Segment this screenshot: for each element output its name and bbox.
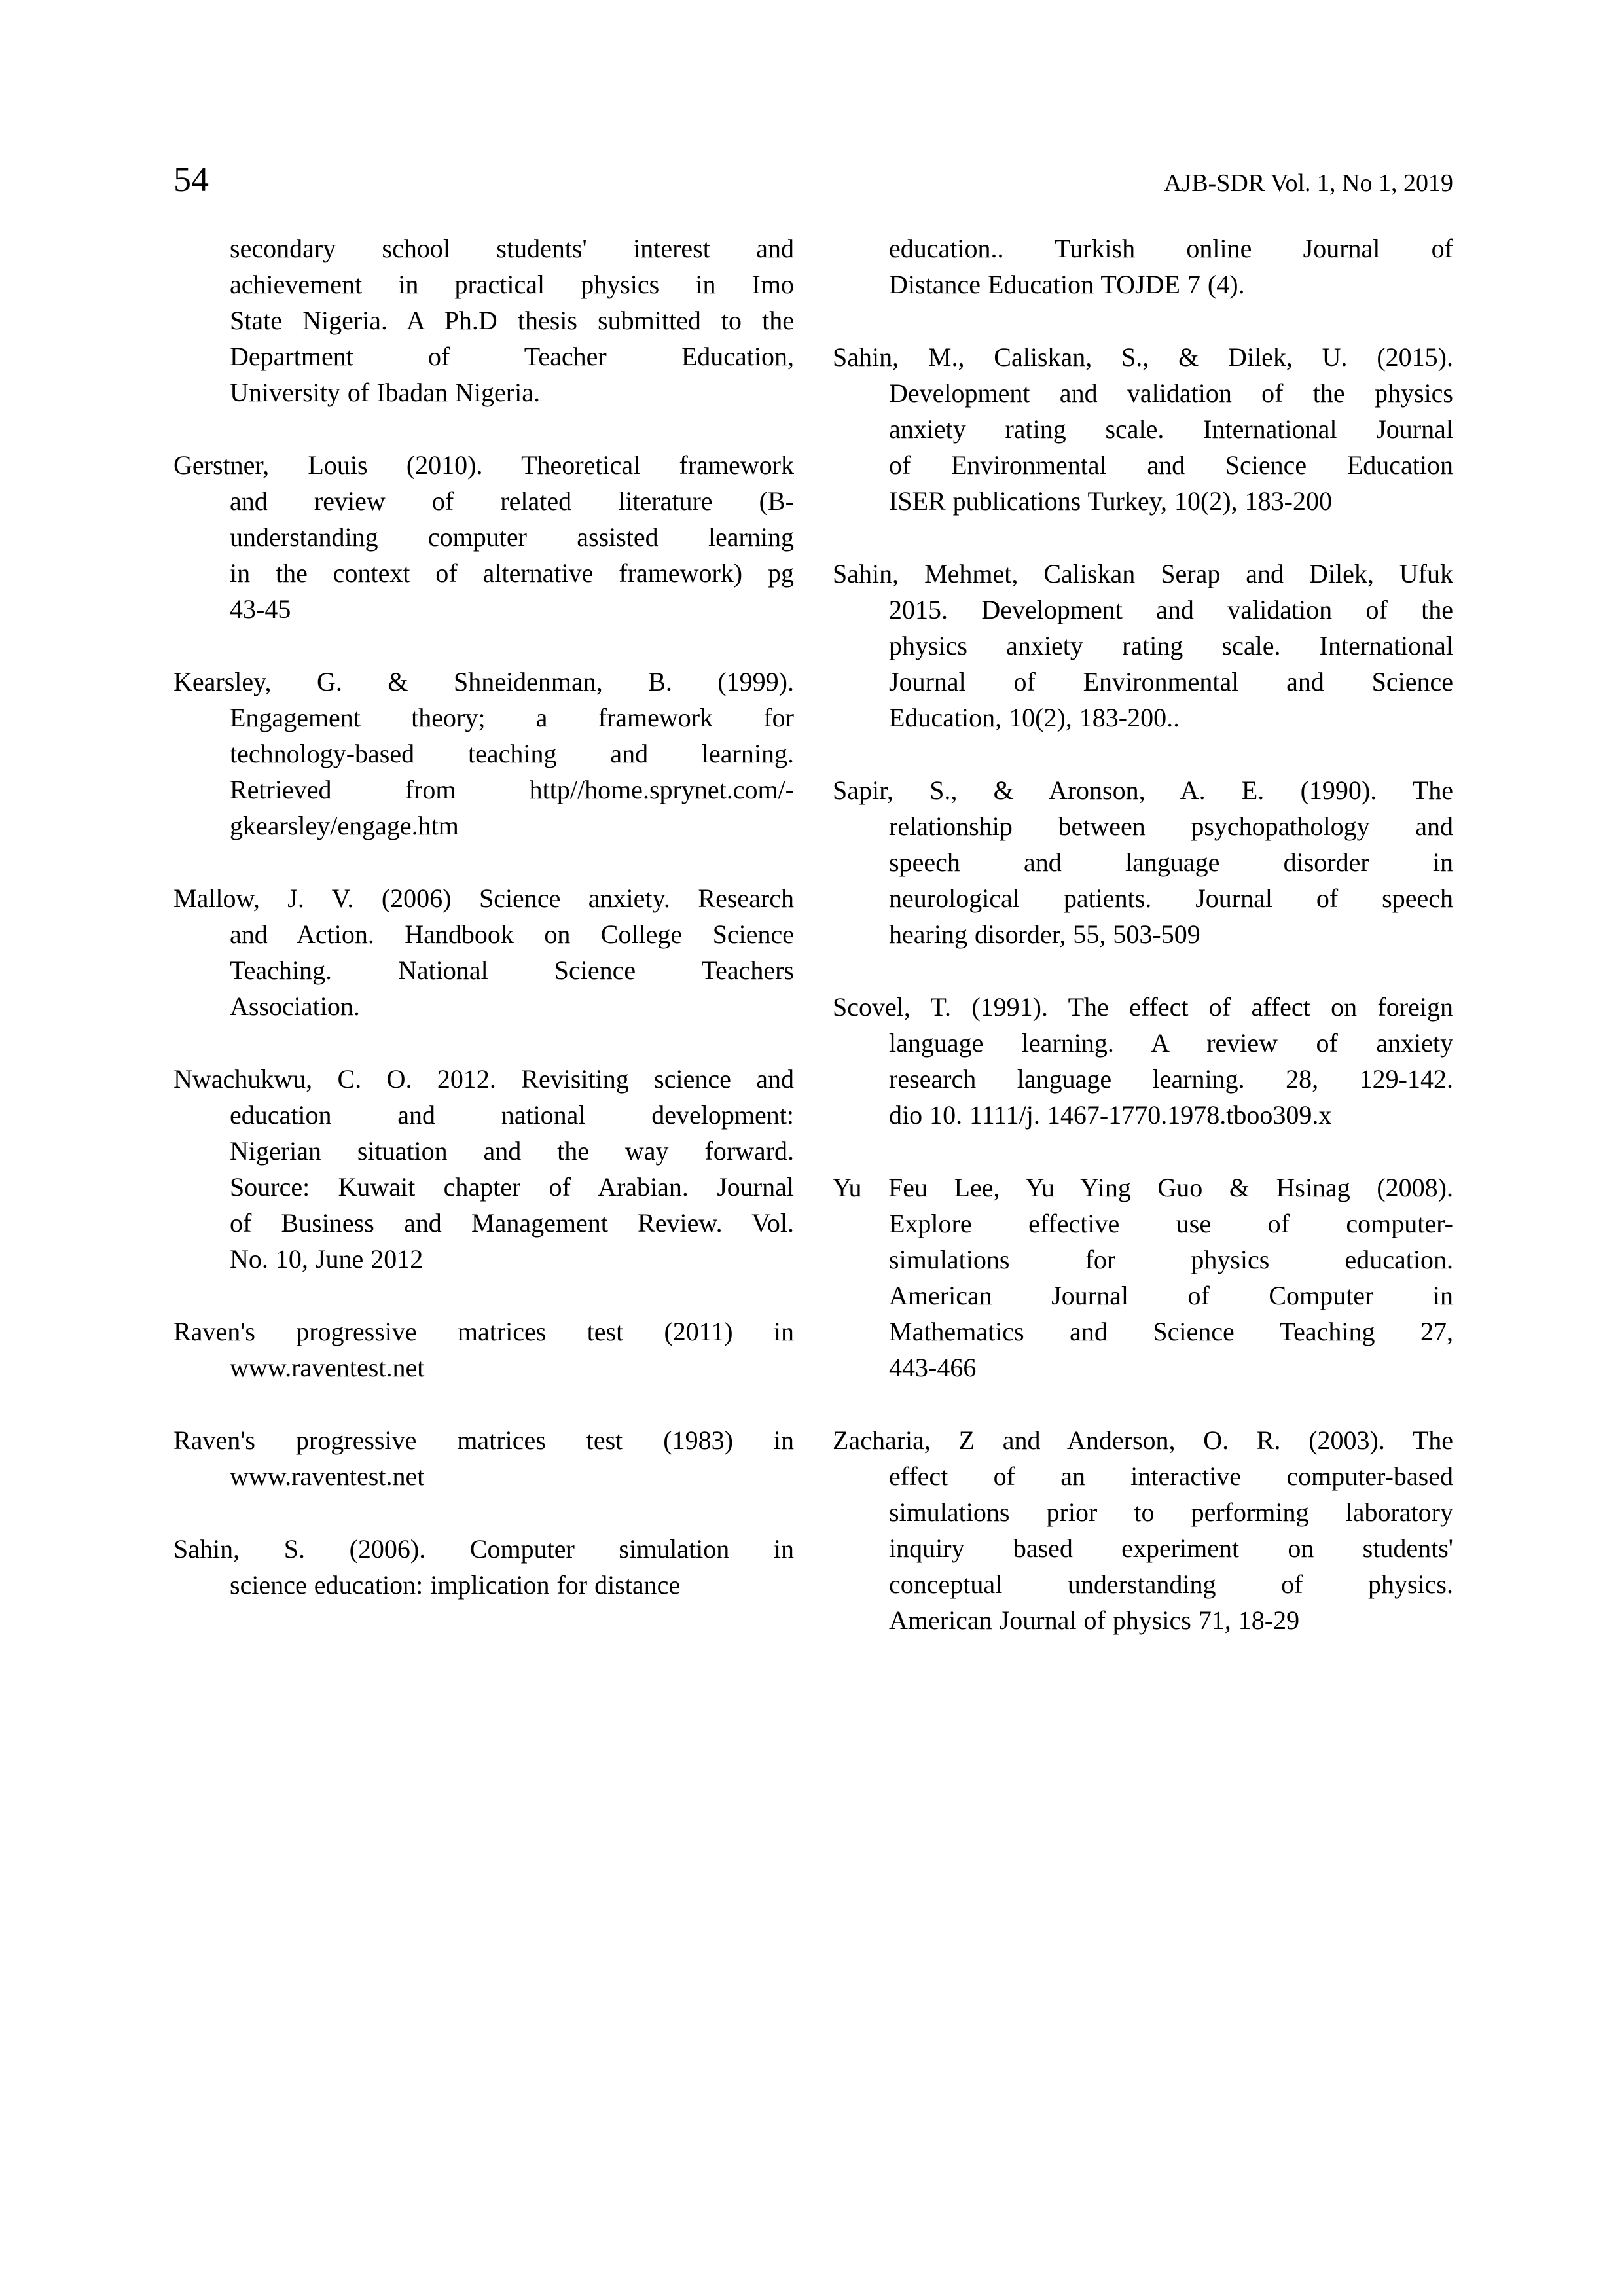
reference-entry (173, 1422, 794, 1494)
reference-entry (173, 447, 794, 627)
reference-line: Teaching. National Science Teachers (230, 956, 794, 985)
reference-entry (833, 339, 1453, 519)
reference-line: No. 10, June 2012 (230, 1244, 424, 1274)
reference-entry (173, 880, 794, 1024)
reference-line: conceptual understanding of physics. (889, 1570, 1453, 1599)
reference-entry (833, 772, 1453, 952)
reference-line: Sahin, M., Caliskan, S., & Dilek, U. (2015). (833, 342, 1453, 372)
reference-line: education.. Turkish online Journal of (889, 234, 1453, 263)
reference-entry (833, 556, 1453, 736)
reference-line: Association. (230, 992, 360, 1021)
references-column-left (173, 230, 794, 1675)
reference-line: physics anxiety rating scale. International (889, 631, 1453, 660)
reference-line: 43-45 (230, 594, 291, 624)
reference-line: Raven's progressive matrices test (2011) in (173, 1317, 794, 1346)
reference-line: Source: Kuwait chapter of Arabian. Journal (230, 1172, 794, 1202)
reference-line: of Business and Management Review. Vol. (230, 1208, 794, 1238)
reference-line: achievement in practical physics in Imo (230, 270, 794, 299)
reference-line: effect of an interactive computer-based (889, 1462, 1453, 1491)
reference-entry (833, 1170, 1453, 1386)
reference-line: simulations for physics education. (889, 1245, 1453, 1274)
reference-entry (833, 989, 1453, 1133)
page-number: 54 (173, 160, 209, 199)
reference-line: Gerstner, Louis (2010). Theoretical framework (173, 450, 794, 480)
reference-line: Scovel, T. (1991). The effect of affect on foreign (833, 992, 1453, 1022)
journal-header: AJB-SDR Vol. 1, No 1, 2019 (1163, 170, 1453, 197)
reference-line: State Nigeria. A Ph.D thesis submitted to the (230, 306, 794, 335)
reference-line: Nigerian situation and the way forward. (230, 1136, 794, 1166)
reference-line: Journal of Environmental and Science (889, 667, 1453, 696)
reference-line: Department of Teacher Education, (230, 342, 794, 371)
reference-line: and review of related literature (B- (230, 486, 794, 516)
reference-line: simulations prior to performing laboratory (889, 1498, 1453, 1527)
reference-line: American Journal of physics 71, 18-29 (889, 1605, 1300, 1635)
reference-line: Distance Education TOJDE 7 (4). (889, 270, 1245, 299)
reference-line: neurological patients. Journal of speech (889, 884, 1453, 913)
reference-line: Mallow, J. V. (2006) Science anxiety. Research (173, 884, 794, 913)
reference-line: ISER publications Turkey, 10(2), 183-200 (889, 486, 1332, 516)
reference-line: www.raventest.net (230, 1462, 425, 1491)
reference-line: understanding computer assisted learning (230, 522, 794, 552)
reference-line: Education, 10(2), 183-200.. (889, 703, 1180, 732)
reference-line: education and national development: (230, 1100, 794, 1130)
reference-entry (173, 1531, 794, 1603)
reference-line: of Environmental and Science Education (889, 450, 1453, 480)
reference-line: Yu Feu Lee, Yu Ying Guo & Hsinag (2008). (833, 1173, 1453, 1202)
reference-line: Development and validation of the physics (889, 378, 1453, 408)
reference-entry (173, 1314, 794, 1386)
reference-line: speech and language disorder in (889, 848, 1453, 877)
reference-line: www.raventest.net (230, 1353, 425, 1382)
reference-line: science education: implication for distance (230, 1570, 681, 1600)
reference-line: dio 10. 1111/j. 1467-1770.1978.tboo309.x (889, 1100, 1332, 1130)
reference-line: American Journal of Computer in (889, 1281, 1453, 1310)
page-header (173, 160, 1453, 199)
reference-line: Sahin, Mehmet, Caliskan Serap and Dilek, Ufuk (833, 559, 1453, 588)
references-column-right (833, 230, 1453, 1675)
reference-line: anxiety rating scale. International Journal (889, 414, 1453, 444)
reference-line: Kearsley, G. & Shneidenman, B. (1999). (173, 667, 794, 696)
reference-line: Sahin, S. (2006). Computer simulation in (173, 1534, 794, 1564)
reference-line: technology-based teaching and learning. (230, 739, 794, 768)
reference-line: 443-466 (889, 1353, 977, 1382)
reference-line: language learning. A review of anxiety (889, 1028, 1453, 1058)
reference-line: Sapir, S., & Aronson, A. E. (1990). The (833, 776, 1453, 805)
reference-line: hearing disorder, 55, 503-509 (889, 920, 1200, 949)
reference-entry (833, 230, 1453, 302)
reference-line: Raven's progressive matrices test (1983) in (173, 1426, 794, 1455)
reference-line: relationship between psychopathology and (889, 812, 1453, 841)
reference-line: University of Ibadan Nigeria. (230, 378, 540, 407)
references-list (173, 230, 1453, 1675)
reference-line: inquiry based experiment on students' (889, 1534, 1453, 1563)
reference-entry (833, 1422, 1453, 1638)
reference-line: research language learning. 28, 129-142. (889, 1064, 1453, 1094)
reference-line: Engagement theory; a framework for (230, 703, 794, 732)
reference-entry (173, 664, 794, 844)
reference-line: and Action. Handbook on College Science (230, 920, 794, 949)
reference-line: Retrieved from http//home.sprynet.com/- (230, 775, 794, 804)
reference-entry (173, 230, 794, 410)
reference-line: Nwachukwu, C. O. 2012. Revisiting science and (173, 1064, 794, 1094)
reference-line: in the context of alternative framework) pg (230, 558, 794, 588)
reference-line: Zacharia, Z and Anderson, O. R. (2003). The (833, 1426, 1453, 1455)
reference-entry (173, 1061, 794, 1277)
reference-line: 2015. Development and validation of the (889, 595, 1453, 624)
reference-line: gkearsley/engage.htm (230, 811, 459, 840)
reference-line: Explore effective use of computer- (889, 1209, 1453, 1238)
reference-line: secondary school students' interest and (230, 234, 794, 263)
reference-line: Mathematics and Science Teaching 27, (889, 1317, 1453, 1346)
